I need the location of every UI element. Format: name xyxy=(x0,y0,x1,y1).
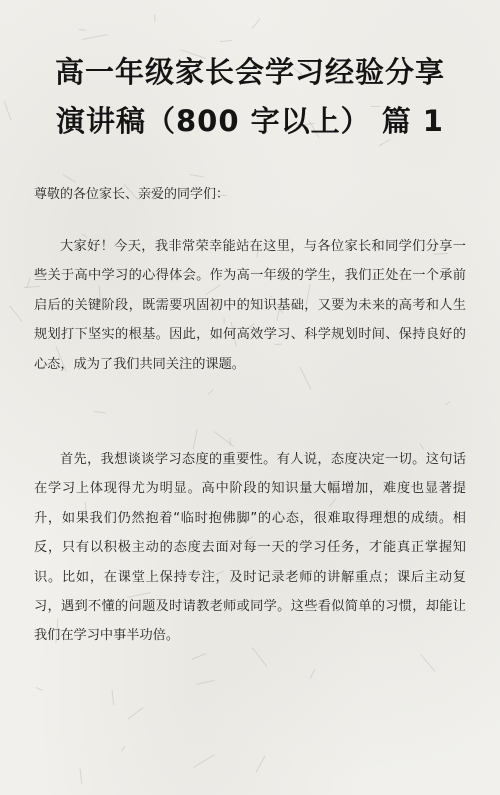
paper-fiber xyxy=(420,654,435,671)
paper-fiber xyxy=(252,18,261,29)
paper-fiber xyxy=(154,14,155,21)
paper-fiber xyxy=(190,174,204,178)
paper-fiber xyxy=(256,755,266,772)
paper-fiber xyxy=(63,174,76,183)
paper-fiber xyxy=(378,139,390,146)
paper-fiber xyxy=(310,669,316,679)
document-title-line-2: 演讲稿（800 字以上） 篇 1 xyxy=(55,104,444,138)
paper-fiber xyxy=(445,401,450,406)
paragraph-1: 大家好！今天，我非常荣幸能站在这里，与各位家长和同学们分享一些关于高中学习的心得体会。作为高一年级的学生，我们正处在一个承前启后的关键阶段，既需要巩固初中的知识基础，又要为未来的高考和人生规划打下坚实的根基。因此，如何高效学习、科学规划时间、保持良好的心态，成为了我们共同关注的课题。 xyxy=(34,239,466,372)
paper-fiber xyxy=(79,29,86,31)
paper-fiber xyxy=(9,305,22,321)
paper-fiber xyxy=(82,34,108,40)
paragraph-2: 首先，我想谈谈学习态度的重要性。有人说，态度决定一切。这句话在学习上体现得尤为明显。高中阶段的知识量大幅增加，难度也显著提升，如果我们仍然抱着“临时抱佛脚”的心态，很难取得理想的成绩。相反，只有以积极主动的态度去面对每一天的学习任务，才能真正掌握知识。比如，在课堂上保持专注，及时记录老师的讲解重点；课后主动复习，遇到不懂的问题及时请教老师或同学。这些看似简单的习惯，却能让我们在学习中事半功倍。 xyxy=(34,452,466,644)
document-title-line-1: 高一年级家长会学习经验分享 xyxy=(54,55,445,89)
paper-fiber xyxy=(128,707,144,719)
paper-fiber xyxy=(36,687,43,691)
paper-fiber xyxy=(94,411,106,413)
salutation: 尊敬的各位家长、亲爱的同学们： xyxy=(34,187,230,202)
paper-fiber xyxy=(121,746,126,751)
paper-fiber xyxy=(208,389,214,395)
paper-fiber xyxy=(196,680,214,685)
paper-fiber xyxy=(192,653,206,660)
paper-fiber xyxy=(193,754,215,768)
paper-fiber xyxy=(112,689,115,705)
paper-fiber xyxy=(220,40,232,42)
paper-fiber xyxy=(80,768,83,783)
